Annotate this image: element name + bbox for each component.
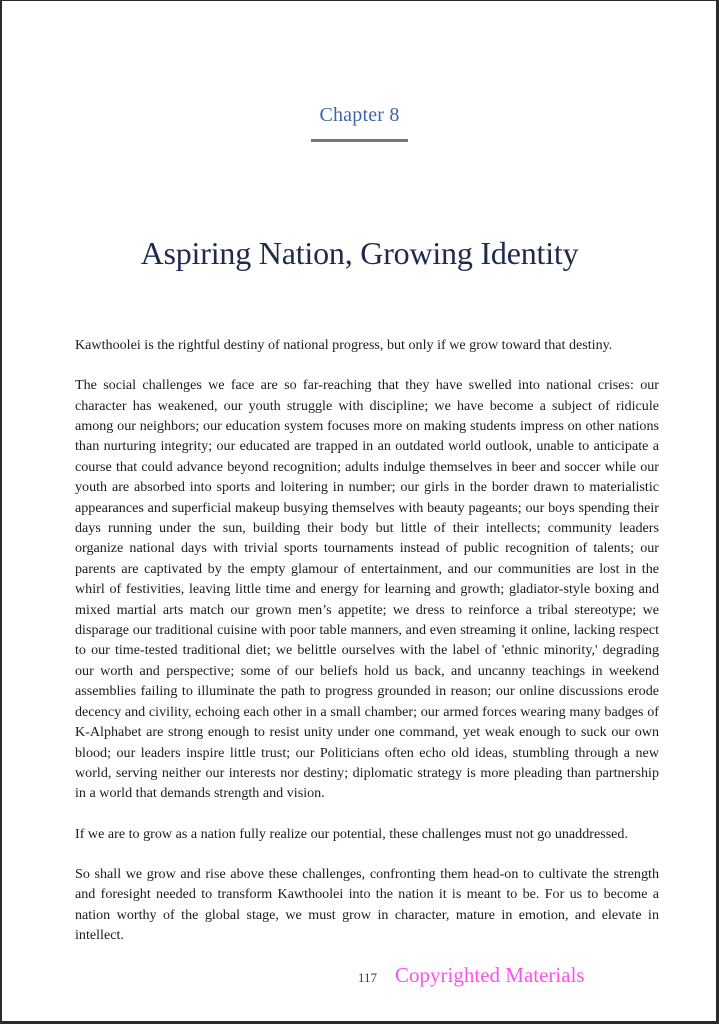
- paragraph-intro: Kawthoolei is the rightful destiny of national progress, but only if we grow toward that destiny.: [75, 337, 613, 353]
- chapter-body: [75, 335, 659, 945]
- paragraph-conclusion: So shall we grow and rise above these challenges, confronting them head-on to cultivate the strength and foresight needed to transform Kawthoolei into the nation it is meant to be. For us to become a nation worthy of the global stage, we must grow in character, mature in emotion, and elevate in intellect.: [75, 865, 659, 943]
- copyright-watermark: Copyrighted Materials: [395, 963, 585, 987]
- chapter-title: Aspiring Nation, Growing Identity: [140, 235, 579, 271]
- document-page: [2, 1, 716, 1021]
- page-footer: [358, 963, 585, 988]
- paragraph-challenges: The social challenges we face are so far-reaching that they have swelled into national crises: our character has weakened, our youth struggle with discipline; we have become a subject of ridicule among our neighbors; our education system focuses more on making students impress on other nations than nurturing integrity; our educated are trapped in an outdated world outlook, unable to anticipate a course that could advance beyond recognition; adults indulge themselves in beer and soccer while our youth are absorbed into sports and loitering in number; our girls in the border drawn to materialistic appearances and superficial makeup busying themselves with beauty pageants; our boys spending their days running under the sun, building their body but little of their intellects; community leaders organize national days with trivial sports tournaments instead of public recognition of talents; our parents are captivated by the empty glamour of entertainment, and our communities are lost in the whirl of festivities, leaving little time and energy for learning and growth; gladiator-style boxing and mixed martial arts match our grown men’s appetite; we dress to reinforce a tribal stereotype; we disparage our traditional cuisine with poor table manners, and even streaming it online, lacking respect to our time-tested traditional diet; we belittle ourselves with the label of 'ethnic minority,' degrading our worth and perspective; some of our beliefs hold us back, and uncanny teachings in weekend assemblies failing to illuminate the path to progress grounded in reason; our online discussions erode decency and civility, echoing each other in a small chamber; our armed forces wearing many badges of K-Alphabet are strong enough to resist unity under one command, yet weak enough to suck our own blood; our leaders inspire little trust; our Politicians often echo old ideas, stumbling through a new world, serving neither our interests nor destiny; diplomatic strategy is more pleading than partnership in a world that demands strength and vision.: [75, 377, 659, 802]
- paragraph-potential: If we are to grow as a nation fully realize our potential, these challenges must not go unaddressed.: [75, 825, 629, 842]
- chapter-divider-rule: [311, 139, 408, 142]
- page-number: 117: [358, 970, 378, 985]
- chapter-label: Chapter 8: [319, 104, 400, 126]
